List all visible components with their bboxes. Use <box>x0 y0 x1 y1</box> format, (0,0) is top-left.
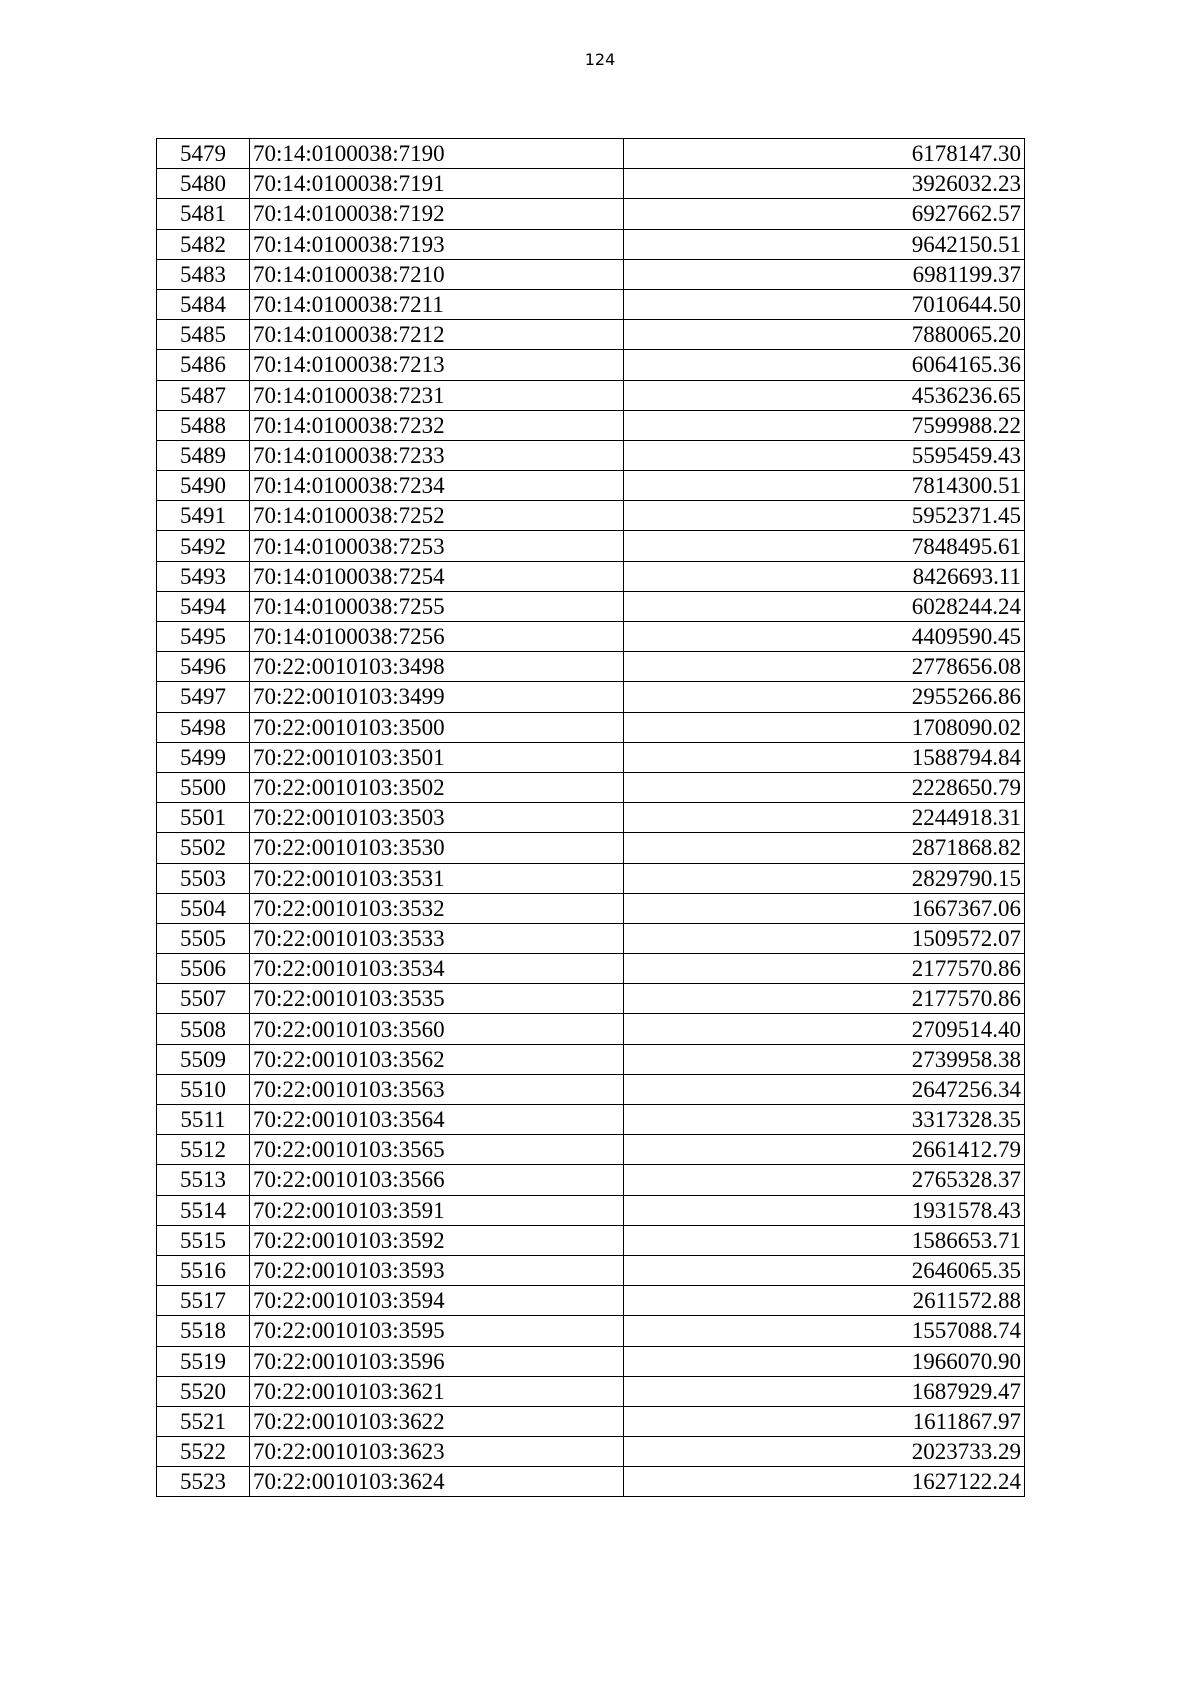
table-row <box>157 289 1025 319</box>
value-cell: 2611572.88 <box>624 1286 1025 1316</box>
table-row <box>157 923 1025 953</box>
row-number-cell: 5502 <box>157 833 250 863</box>
value-cell: 6064165.36 <box>624 350 1025 380</box>
cadastral-number-cell: 70:14:0100038:7255 <box>250 591 624 621</box>
table-row <box>157 380 1025 410</box>
row-number-cell: 5520 <box>157 1376 250 1406</box>
cadastral-number-cell: 70:22:0010103:3624 <box>250 1467 624 1497</box>
cadastral-number-cell: 70:14:0100038:7234 <box>250 471 624 501</box>
value-cell: 1588794.84 <box>624 742 1025 772</box>
table-row <box>157 893 1025 923</box>
table-row <box>157 772 1025 802</box>
row-number-cell: 5489 <box>157 440 250 470</box>
cadastral-number-cell: 70:22:0010103:3622 <box>250 1406 624 1436</box>
cadastral-number-cell: 70:22:0010103:3498 <box>250 652 624 682</box>
table-row <box>157 561 1025 591</box>
table-row <box>157 501 1025 531</box>
value-cell: 1708090.02 <box>624 712 1025 742</box>
cadastral-number-cell: 70:22:0010103:3593 <box>250 1255 624 1285</box>
cadastral-number-cell: 70:22:0010103:3563 <box>250 1074 624 1104</box>
cadastral-number-cell: 70:14:0100038:7212 <box>250 320 624 350</box>
row-number-cell: 5490 <box>157 471 250 501</box>
cadastral-number-cell: 70:22:0010103:3623 <box>250 1437 624 1467</box>
table-row <box>157 1316 1025 1346</box>
cadastral-number-cell: 70:14:0100038:7233 <box>250 440 624 470</box>
cadastral-number-cell: 70:14:0100038:7213 <box>250 350 624 380</box>
row-number-cell: 5480 <box>157 169 250 199</box>
row-number-cell: 5494 <box>157 591 250 621</box>
row-number-cell: 5503 <box>157 863 250 893</box>
value-cell: 1509572.07 <box>624 923 1025 953</box>
value-cell: 2871868.82 <box>624 833 1025 863</box>
cadastral-number-cell: 70:22:0010103:3564 <box>250 1105 624 1135</box>
row-number-cell: 5486 <box>157 350 250 380</box>
cadastral-number-cell: 70:14:0100038:7211 <box>250 289 624 319</box>
table-row <box>157 954 1025 984</box>
table-row <box>157 320 1025 350</box>
cadastral-number-cell: 70:14:0100038:7231 <box>250 380 624 410</box>
cadastral-number-cell: 70:22:0010103:3503 <box>250 803 624 833</box>
table-row <box>157 1044 1025 1074</box>
row-number-cell: 5519 <box>157 1346 250 1376</box>
cadastral-number-cell: 70:22:0010103:3500 <box>250 712 624 742</box>
table-row <box>157 1406 1025 1436</box>
value-cell: 4409590.45 <box>624 622 1025 652</box>
table-row <box>157 652 1025 682</box>
value-cell: 7010644.50 <box>624 289 1025 319</box>
value-cell: 2661412.79 <box>624 1135 1025 1165</box>
row-number-cell: 5483 <box>157 259 250 289</box>
cadastral-number-cell: 70:14:0100038:7252 <box>250 501 624 531</box>
row-number-cell: 5499 <box>157 742 250 772</box>
row-number-cell: 5497 <box>157 682 250 712</box>
row-number-cell: 5492 <box>157 531 250 561</box>
table-row <box>157 833 1025 863</box>
row-number-cell: 5504 <box>157 893 250 923</box>
table-row <box>157 531 1025 561</box>
row-number-cell: 5513 <box>157 1165 250 1195</box>
value-cell: 7880065.20 <box>624 320 1025 350</box>
row-number-cell: 5511 <box>157 1105 250 1135</box>
cadastral-number-cell: 70:22:0010103:3533 <box>250 923 624 953</box>
value-cell: 1687929.47 <box>624 1376 1025 1406</box>
row-number-cell: 5523 <box>157 1467 250 1497</box>
row-number-cell: 5508 <box>157 1014 250 1044</box>
cadastral-number-cell: 70:22:0010103:3531 <box>250 863 624 893</box>
row-number-cell: 5522 <box>157 1437 250 1467</box>
table-row <box>157 440 1025 470</box>
cadastral-number-cell: 70:22:0010103:3532 <box>250 893 624 923</box>
row-number-cell: 5487 <box>157 380 250 410</box>
value-cell: 4536236.65 <box>624 380 1025 410</box>
value-cell: 3926032.23 <box>624 169 1025 199</box>
row-number-cell: 5482 <box>157 229 250 259</box>
table-row <box>157 1376 1025 1406</box>
table-row <box>157 1346 1025 1376</box>
value-cell: 7599988.22 <box>624 410 1025 440</box>
value-cell: 2244918.31 <box>624 803 1025 833</box>
cadastral-number-cell: 70:22:0010103:3501 <box>250 742 624 772</box>
row-number-cell: 5488 <box>157 410 250 440</box>
table-row <box>157 1437 1025 1467</box>
cadastral-number-cell: 70:22:0010103:3502 <box>250 772 624 802</box>
value-cell: 9642150.51 <box>624 229 1025 259</box>
cadastral-number-cell: 70:22:0010103:3594 <box>250 1286 624 1316</box>
value-cell: 5595459.43 <box>624 440 1025 470</box>
row-number-cell: 5495 <box>157 622 250 652</box>
table-row <box>157 1286 1025 1316</box>
cadastral-number-cell: 70:22:0010103:3621 <box>250 1376 624 1406</box>
cadastral-number-cell: 70:14:0100038:7232 <box>250 410 624 440</box>
value-cell: 1966070.90 <box>624 1346 1025 1376</box>
value-cell: 6981199.37 <box>624 259 1025 289</box>
value-cell: 6927662.57 <box>624 199 1025 229</box>
table-row <box>157 229 1025 259</box>
value-cell: 2829790.15 <box>624 863 1025 893</box>
value-cell: 2778656.08 <box>624 652 1025 682</box>
value-cell: 6028244.24 <box>624 591 1025 621</box>
value-cell: 7814300.51 <box>624 471 1025 501</box>
value-cell: 2177570.86 <box>624 954 1025 984</box>
cadastral-number-cell: 70:22:0010103:3595 <box>250 1316 624 1346</box>
value-cell: 2739958.38 <box>624 1044 1025 1074</box>
row-number-cell: 5485 <box>157 320 250 350</box>
cadastral-number-cell: 70:22:0010103:3530 <box>250 833 624 863</box>
table-row <box>157 1165 1025 1195</box>
value-cell: 2709514.40 <box>624 1014 1025 1044</box>
row-number-cell: 5491 <box>157 501 250 531</box>
value-cell: 5952371.45 <box>624 501 1025 531</box>
table-row <box>157 1014 1025 1044</box>
cadastral-number-cell: 70:14:0100038:7190 <box>250 139 624 169</box>
row-number-cell: 5496 <box>157 652 250 682</box>
value-cell: 7848495.61 <box>624 531 1025 561</box>
table-row <box>157 803 1025 833</box>
table-row <box>157 622 1025 652</box>
table-row <box>157 169 1025 199</box>
cadastral-number-cell: 70:22:0010103:3534 <box>250 954 624 984</box>
table-row <box>157 1105 1025 1135</box>
row-number-cell: 5479 <box>157 139 250 169</box>
value-cell: 8426693.11 <box>624 561 1025 591</box>
row-number-cell: 5517 <box>157 1286 250 1316</box>
row-number-cell: 5484 <box>157 289 250 319</box>
value-cell: 1627122.24 <box>624 1467 1025 1497</box>
row-number-cell: 5512 <box>157 1135 250 1165</box>
cadastral-number-cell: 70:22:0010103:3596 <box>250 1346 624 1376</box>
cadastral-number-cell: 70:14:0100038:7210 <box>250 259 624 289</box>
value-cell: 1611867.97 <box>624 1406 1025 1436</box>
table-body <box>157 139 1025 1497</box>
row-number-cell: 5501 <box>157 803 250 833</box>
table-row <box>157 1467 1025 1497</box>
row-number-cell: 5514 <box>157 1195 250 1225</box>
cadastral-number-cell: 70:22:0010103:3535 <box>250 984 624 1014</box>
row-number-cell: 5516 <box>157 1255 250 1285</box>
cadastral-number-cell: 70:22:0010103:3560 <box>250 1014 624 1044</box>
cadastral-number-cell: 70:14:0100038:7256 <box>250 622 624 652</box>
cadastral-number-cell: 70:14:0100038:7253 <box>250 531 624 561</box>
table-row <box>157 984 1025 1014</box>
table-row <box>157 682 1025 712</box>
table-row <box>157 1255 1025 1285</box>
row-number-cell: 5481 <box>157 199 250 229</box>
row-number-cell: 5498 <box>157 712 250 742</box>
value-cell: 2955266.86 <box>624 682 1025 712</box>
table-row <box>157 1225 1025 1255</box>
row-number-cell: 5507 <box>157 984 250 1014</box>
cadastral-number-cell: 70:14:0100038:7191 <box>250 169 624 199</box>
table-row <box>157 712 1025 742</box>
value-cell: 6178147.30 <box>624 139 1025 169</box>
table-row <box>157 863 1025 893</box>
row-number-cell: 5506 <box>157 954 250 984</box>
cadastral-number-cell: 70:22:0010103:3565 <box>250 1135 624 1165</box>
value-cell: 2228650.79 <box>624 772 1025 802</box>
value-cell: 2765328.37 <box>624 1165 1025 1195</box>
value-cell: 2646065.35 <box>624 1255 1025 1285</box>
cadastral-number-cell: 70:22:0010103:3499 <box>250 682 624 712</box>
table-row <box>157 410 1025 440</box>
page-number: 124 <box>584 50 616 69</box>
row-number-cell: 5509 <box>157 1044 250 1074</box>
cadastral-number-cell: 70:14:0100038:7254 <box>250 561 624 591</box>
table-row <box>157 742 1025 772</box>
value-cell: 1667367.06 <box>624 893 1025 923</box>
table-row <box>157 1135 1025 1165</box>
value-cell: 3317328.35 <box>624 1105 1025 1135</box>
cadastral-number-cell: 70:22:0010103:3591 <box>250 1195 624 1225</box>
row-number-cell: 5518 <box>157 1316 250 1346</box>
table-row <box>157 199 1025 229</box>
cadastral-number-cell: 70:14:0100038:7193 <box>250 229 624 259</box>
row-number-cell: 5505 <box>157 923 250 953</box>
row-number-cell: 5493 <box>157 561 250 591</box>
cadastral-number-cell: 70:14:0100038:7192 <box>250 199 624 229</box>
row-number-cell: 5510 <box>157 1074 250 1104</box>
value-cell: 2177570.86 <box>624 984 1025 1014</box>
table-row <box>157 139 1025 169</box>
table-row <box>157 471 1025 501</box>
table-row <box>157 350 1025 380</box>
value-cell: 1557088.74 <box>624 1316 1025 1346</box>
table-row <box>157 1195 1025 1225</box>
cadastral-number-cell: 70:22:0010103:3562 <box>250 1044 624 1074</box>
table-row <box>157 1074 1025 1104</box>
row-number-cell: 5515 <box>157 1225 250 1255</box>
value-cell: 1931578.43 <box>624 1195 1025 1225</box>
row-number-cell: 5521 <box>157 1406 250 1436</box>
cadastral-value-table <box>156 138 1025 1497</box>
row-number-cell: 5500 <box>157 772 250 802</box>
table-row <box>157 591 1025 621</box>
value-cell: 1586653.71 <box>624 1225 1025 1255</box>
value-cell: 2023733.29 <box>624 1437 1025 1467</box>
cadastral-number-cell: 70:22:0010103:3592 <box>250 1225 624 1255</box>
value-cell: 2647256.34 <box>624 1074 1025 1104</box>
table-row <box>157 259 1025 289</box>
cadastral-number-cell: 70:22:0010103:3566 <box>250 1165 624 1195</box>
